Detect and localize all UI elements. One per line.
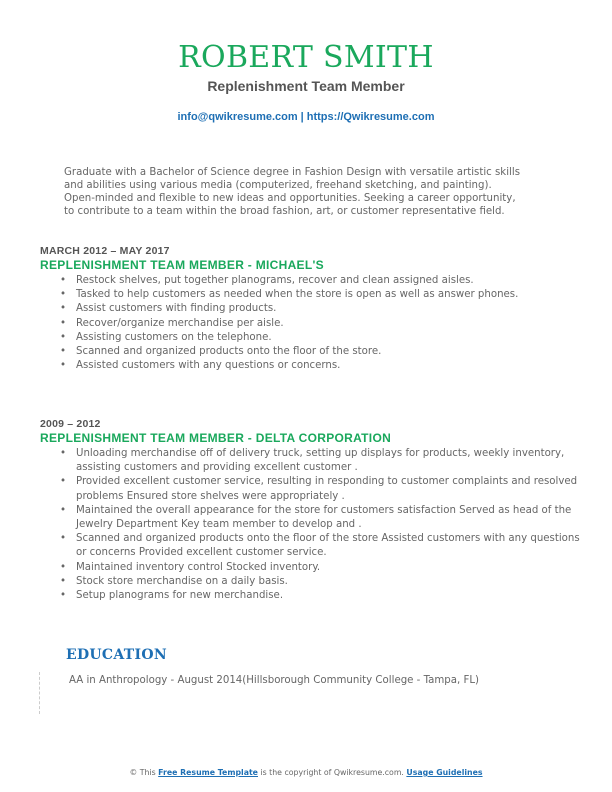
education-heading: EDUCATION — [66, 647, 167, 663]
job-bullet: • Maintained the overall appearance for the store for customers satisfaction Served as head of the Jewelry Department Key team member to develop and . — [40, 504, 580, 532]
email-link[interactable]: info@qwikresume.com — [177, 111, 298, 123]
job-bullet: • Assisted customers with any questions or concerns. — [40, 359, 580, 373]
education-divider — [39, 672, 40, 714]
contact-line — [0, 111, 612, 123]
candidate-title: Replenishment Team Member — [207, 78, 405, 94]
job-dates: 2009 – 2012 — [40, 418, 101, 430]
experience-entry-delta — [40, 418, 580, 603]
job-bullet: • Tasked to help customers as needed when the store is open as well as answer phones. — [40, 288, 580, 302]
job-dates: MARCH 2012 – MAY 2017 — [40, 245, 170, 257]
job-bullet: • Assist customers with finding products. — [40, 302, 580, 316]
job-bullet-list — [40, 447, 580, 603]
job-heading: REPLENISHMENT TEAM MEMBER - DELTA CORPORATION — [40, 431, 392, 445]
contact-separator: | — [300, 111, 304, 123]
job-bullet: • Stock store merchandise on a daily basis. — [40, 575, 580, 589]
website-link[interactable]: https://Qwikresume.com — [306, 111, 435, 123]
experience-entry-michaels — [40, 245, 580, 373]
job-bullet: • Restock shelves, put together planograms, recover and clean assigned aisles. — [40, 274, 580, 288]
footer-copyright-text: is the copyright of Qwikresume.com. — [260, 768, 404, 777]
usage-guidelines-link[interactable]: Usage Guidelines — [406, 768, 483, 777]
summary-paragraph: Graduate with a Bachelor of Science degree in Fashion Design with versatile artistic skills and abilities using various media (computerized, freehand sketching, and painting). Open-minded and flexible to new ideas and opportunities. Seeking a career opportunity, to contribute to a team within the broad fashion, art, or customer representative field. — [64, 167, 521, 218]
footer-prefix: © This — [129, 768, 156, 777]
job-bullet: • Setup planograms for new merchandise. — [40, 589, 580, 603]
footer — [0, 768, 612, 777]
candidate-name: ROBERT SMITH — [178, 40, 434, 75]
free-resume-template-link[interactable]: Free Resume Template — [158, 768, 258, 777]
job-bullet: • Assisting customers on the telephone. — [40, 331, 580, 345]
job-bullet: • Recover/organize merchandise per aisle. — [40, 317, 580, 331]
job-bullet: • Provided excellent customer service, resulting in responding to customer complaints and resolved problems Ensured store shelves were appropriately . — [40, 475, 580, 503]
job-bullet-list — [40, 274, 580, 373]
job-bullet: • Unloading merchandise off of delivery truck, setting up displays for products, weekly inventory, assisting customers and providing excellent customer . — [40, 447, 580, 475]
job-bullet: • Scanned and organized products onto the floor of the store Assisted customers with any questions or concerns Provided excellent customer service. — [40, 532, 580, 560]
education-item: AA in Anthropology - August 2014(Hillsborough Community College - Tampa, FL) — [69, 675, 479, 686]
job-heading: REPLENISHMENT TEAM MEMBER - MICHAEL'S — [40, 258, 324, 272]
job-bullet: • Maintained inventory control Stocked inventory. — [40, 561, 580, 575]
job-bullet: • Scanned and organized products onto the floor of the store. — [40, 345, 580, 359]
